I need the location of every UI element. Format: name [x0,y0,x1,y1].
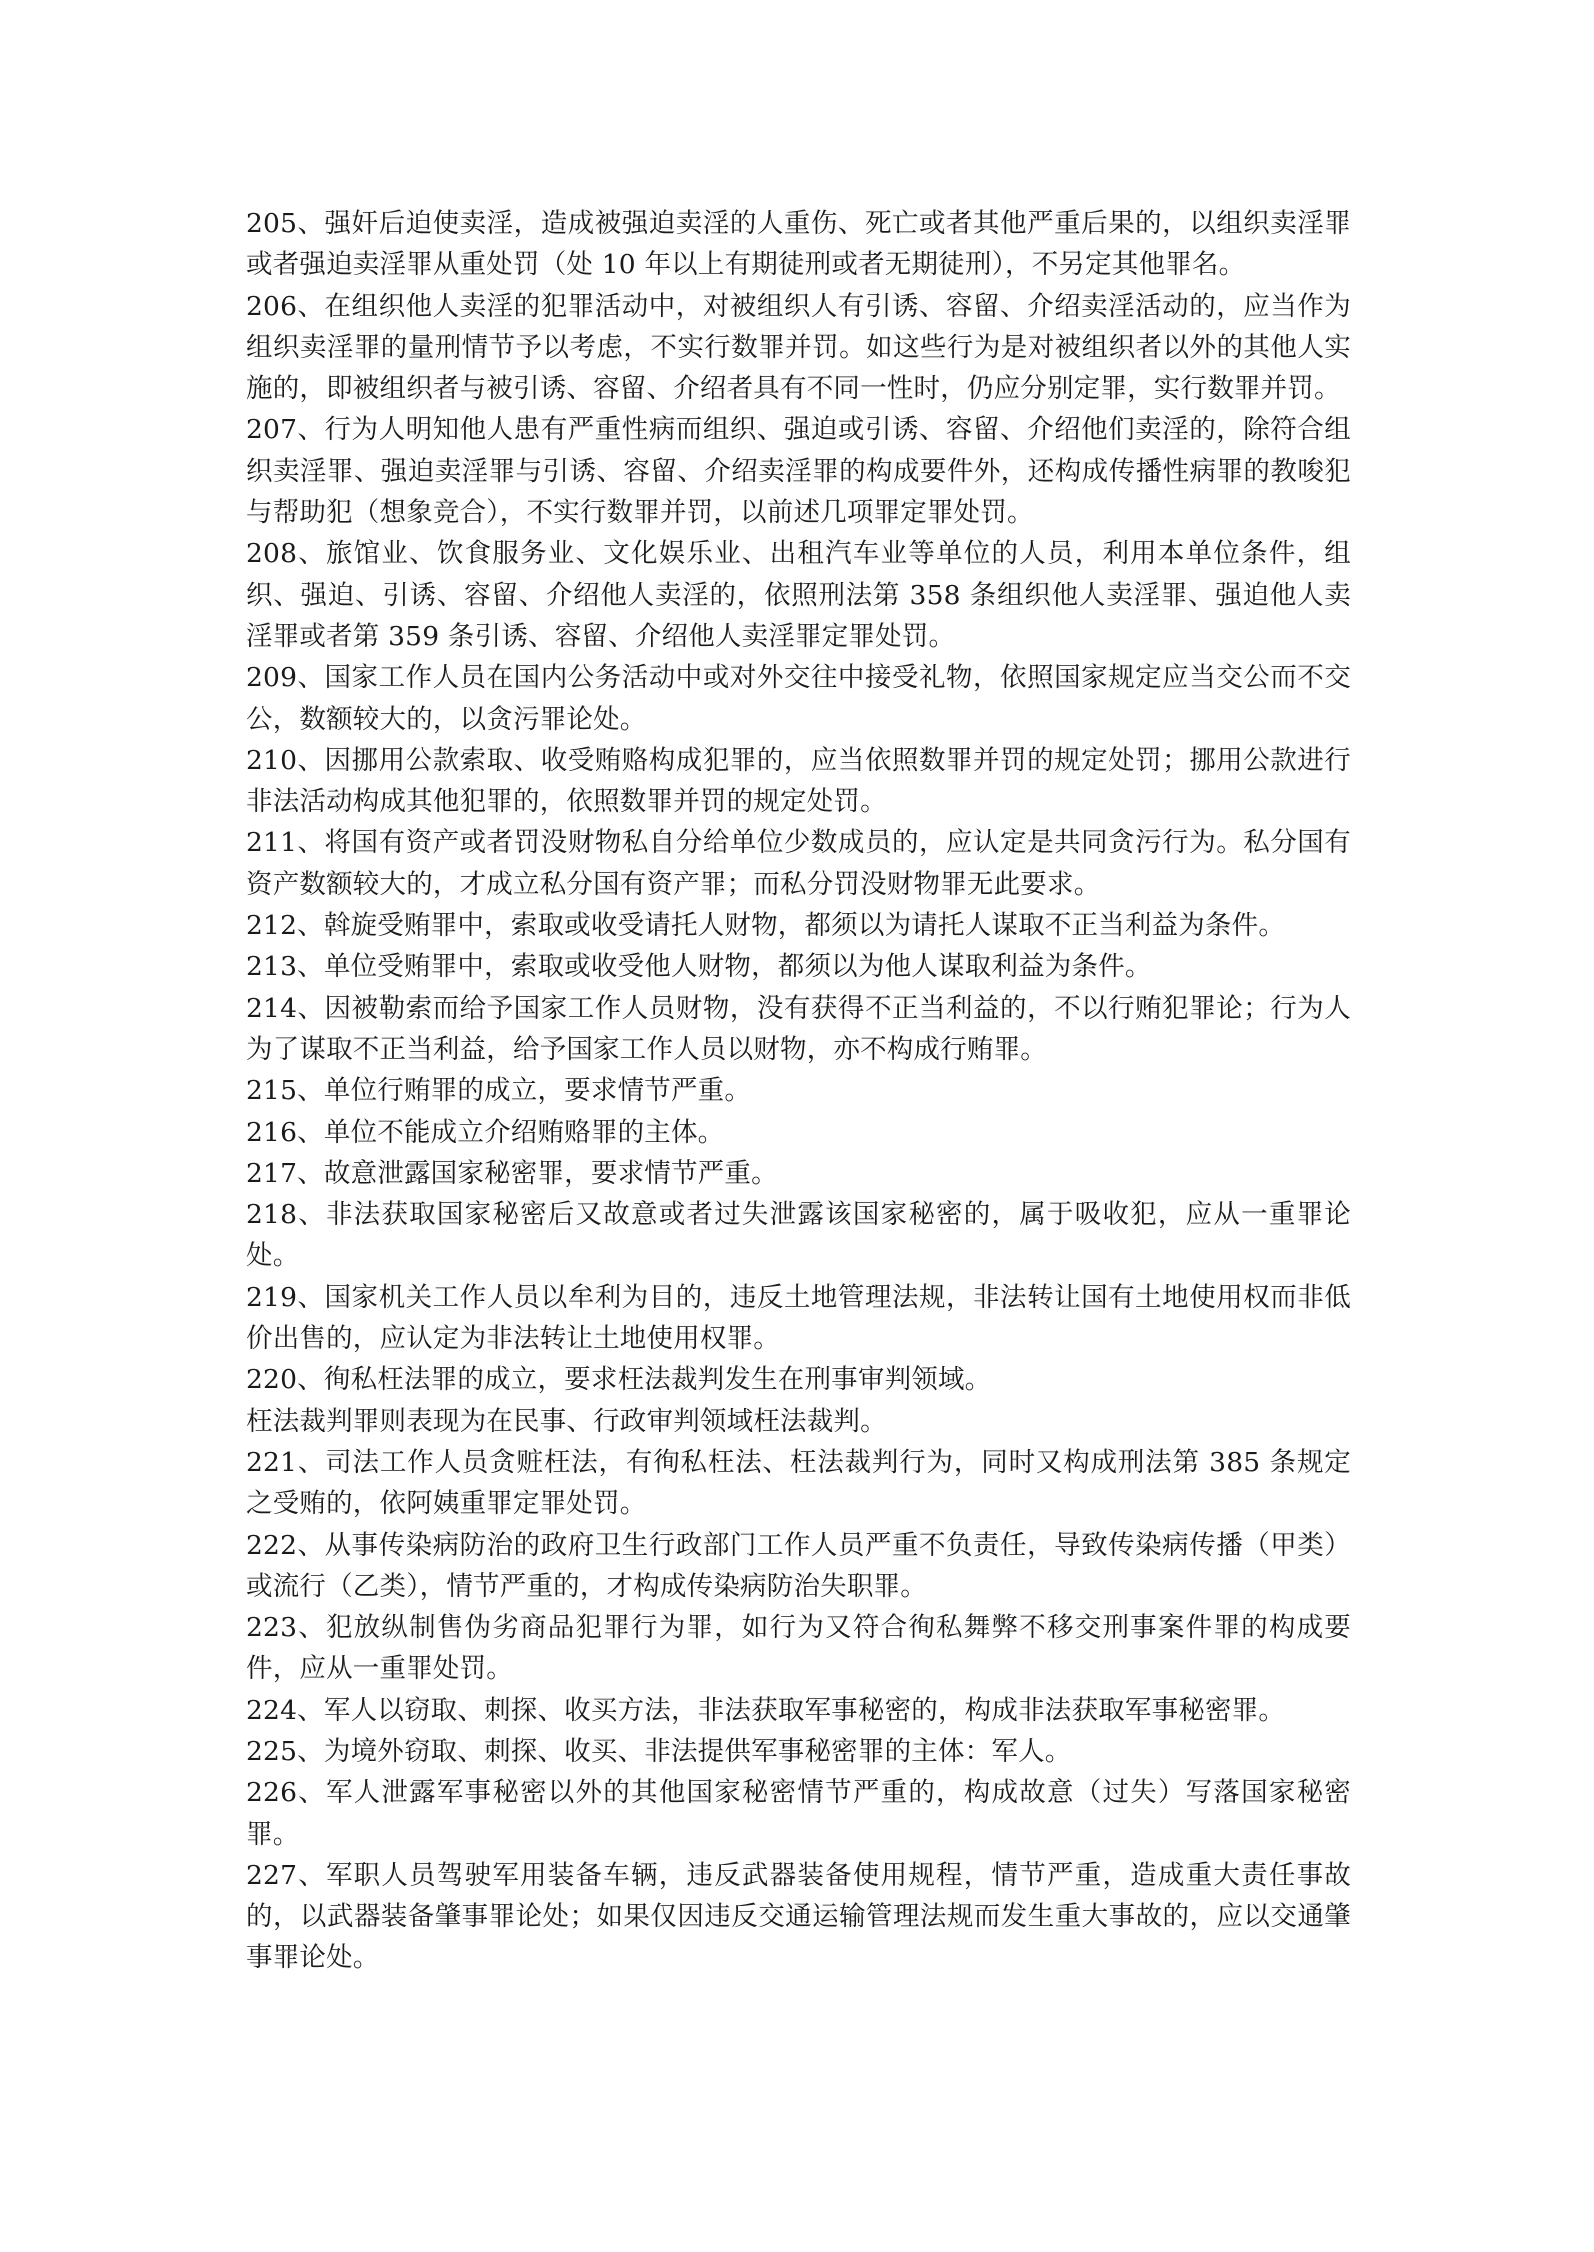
paragraph-214: 214、因被勒索而给予国家工作人员财物，没有获得不正当利益的，不以行贿犯罪论；行为人为了谋取不正当利益，给予国家工作人员以财物，亦不构成行贿罪。 [246,992,1351,1065]
paragraph-221: 221、司法工作人员贪赃枉法，有徇私枉法、枉法裁判行为，同时又构成刑法第 385 条规定之受贿的，依阿姨重罪定罪处罚。 [246,1446,1351,1520]
paragraph-217: 217、故意泄露国家秘密罪，要求情节严重。 [246,1157,778,1189]
paragraph-227: 227、军职人员驾驶军用装备车辆，违反武器装备使用规程，情节严重，造成重大责任事故的，以武器装备肇事罪论处；如果仅因违反交通运输管理法规而发生重大事故的，应以交通肇事罪论处。 [246,1859,1351,1974]
paragraph-220-continued: 枉法裁判罪则表现为在民事、行政审判领域枉法裁判。 [246,1405,887,1437]
paragraph-207: 207、行为人明知他人患有严重性病而组织、强迫或引诱、容留、介绍他们卖淫的，除符合组织卖淫罪、强迫卖淫罪与引诱、容留、介绍卖淫罪的构成要件外，还构成传播性病罪的教唆犯与帮助犯（想象竞合），不实行数罪并罚，以前述几项罪定罪处罚。 [246,414,1351,529]
paragraph-205: 205、强奸后迫使卖淫，造成被强迫卖淫的人重伤、死亡或者其他严重后果的，以组织卖淫罪或者强迫卖淫罪从重处罚（处 10 年以上有期徒刑或者无期徒刑），不另定其他罪名。 [246,208,1351,281]
document-body [246,203,1351,1979]
paragraph-218: 218、非法获取国家秘密后又故意或者过失泄露该国家秘密的，属于吸收犯，应从一重罪论处。 [246,1199,1351,1272]
paragraph-226: 226、军人泄露军事秘密以外的其他国家秘密情节严重的，构成故意（过失）写落国家秘密罪。 [246,1777,1351,1850]
paragraph-210: 210、因挪用公款索取、收受贿赂构成犯罪的，应当依照数罪并罚的规定处罚；挪用公款进行非法活动构成其他犯罪的，依照数罪并罚的规定处罚。 [246,744,1351,818]
paragraph-223: 223、犯放纵制售伪劣商品犯罪行为罪，如行为又符合徇私舞弊不移交刑事案件罪的构成要件，应从一重罪处罚。 [246,1612,1351,1685]
paragraph-209: 209、国家工作人员在国内公务活动中或对外交往中接受礼物，依照国家规定应当交公而不交公，数额较大的，以贪污罪论处。 [246,662,1351,735]
paragraph-213: 213、单位受贿罪中，索取或收受他人财物，都须以为他人谋取利益为条件。 [246,951,1152,983]
paragraph-212: 212、斡旋受贿罪中，索取或收受请托人财物，都须以为请托人谋取不正当利益为条件。 [246,910,1286,942]
paragraph-219: 219、国家机关工作人员以牟利为目的，违反土地管理法规，非法转让国有土地使用权而非低价出售的，应认定为非法转让土地使用权罪。 [246,1281,1351,1355]
paragraph-215: 215、单位行贿罪的成立，要求情节严重。 [246,1075,752,1107]
paragraph-222: 222、从事传染病防治的政府卫生行政部门工作人员严重不负责任，导致传染病传播（甲类）或流行（乙类），情节严重的，才构成传染病防治失职罪。 [246,1529,1351,1602]
paragraph-220: 220、徇私枉法罪的成立，要求枉法裁判发生在刑事审判领域。 [246,1364,992,1396]
paragraph-225: 225、为境外窃取、刺探、收买、非法提供军事秘密罪的主体：军人。 [246,1735,1072,1767]
paragraph-216: 216、单位不能成立介绍贿赂罪的主体。 [246,1116,725,1148]
paragraph-224: 224、军人以窃取、刺探、收买方法，非法获取军事秘密的，构成非法获取军事秘密罪。 [246,1694,1286,1726]
paragraph-208: 208、旅馆业、饮食服务业、文化娱乐业、出租汽车业等单位的人员，利用本单位条件，组织、强迫、引诱、容留、介绍他人卖淫的，依照刑法第 358 条组织他人卖淫罪、强迫他人卖淫罪或者第 359 条引诱、容留、介绍他人卖淫罪定罪处罚。 [246,538,1351,652]
paragraph-206: 206、在组织他人卖淫的犯罪活动中，对被组织人有引诱、容留、介绍卖淫活动的，应当作为组织卖淫罪的量刑情节予以考虑，不实行数罪并罚。如这些行为是对被组织者以外的其他人实施的，即被组织者与被引诱、容留、介绍者具有不同一性时，仍应分别定罪，实行数罪并罚。 [246,290,1351,405]
paragraph-211: 211、将国有资产或者罚没财物私自分给单位少数成员的，应认定是共同贪污行为。私分国有资产数额较大的，才成立私分国有资产罪；而私分罚没财物罪无此要求。 [246,827,1351,900]
